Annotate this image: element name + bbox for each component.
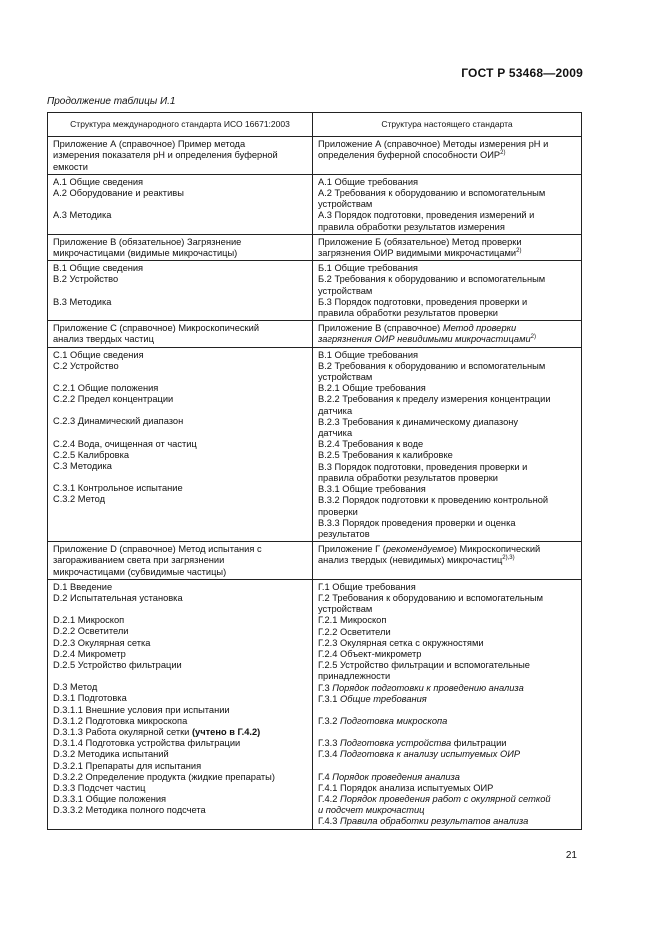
- cell-line: проверки: [318, 506, 358, 517]
- item-number: Г.3.2: [318, 715, 340, 726]
- cell-line: В.3.3 Порядок проведения проверки и оценка: [318, 517, 516, 528]
- cell-line: Приложение С (справочное) Микроскопический: [53, 323, 260, 334]
- item-number: Г.2.1: [318, 615, 340, 626]
- cell-line: датчика: [318, 428, 353, 439]
- cell-line: В.2 Требования к оборудованию и вспомогательным: [318, 360, 546, 371]
- page-number: 21: [565, 850, 577, 861]
- cell-line: D.2 Испытательная установка: [53, 592, 183, 603]
- cell-line: В.2 Устройство: [53, 274, 119, 285]
- cell-line: С.2.4 Вода, очищенная от частиц: [53, 438, 197, 449]
- cell-line: [318, 615, 576, 626]
- item-number: Г.4: [318, 771, 333, 782]
- cell-line: С.2.3 Динамический диапазон: [53, 416, 184, 427]
- cell-line: [318, 683, 576, 694]
- cell-line: В.3 Порядок подготовки, проведения проверки и: [318, 461, 528, 472]
- table-row: [48, 579, 582, 829]
- cell-line: С.3 Методика: [53, 461, 112, 472]
- item-text: Порядок анализа испытуемых ОИР: [340, 782, 494, 793]
- cell-line: В.2.4 Требования к воде: [318, 439, 424, 450]
- footnote-ref: 2): [500, 150, 506, 157]
- item-text-italic: Правила обработки результатов анализа: [340, 816, 529, 827]
- table-row: [48, 234, 582, 260]
- item-number: Г.4.2: [318, 793, 340, 804]
- cell-line: [318, 694, 576, 705]
- cell-line: D.3.1.1 Внешние условия при испытании: [53, 704, 230, 715]
- cell-text: Приложение Г (: [318, 544, 386, 555]
- cell-text: ) Микроскопический: [453, 544, 541, 555]
- cell-text-italic: Метод проверки: [442, 323, 517, 334]
- cell-line: [318, 582, 576, 593]
- cell-line: D.2.1 Микроскоп: [53, 615, 125, 626]
- cell-line: D.2.4 Микрометр: [53, 648, 126, 659]
- cell-line: датчика: [318, 405, 353, 416]
- cell-line: D.3.1 Подготовка: [53, 693, 127, 704]
- cell-line: правила обработки результатов проверки: [318, 308, 498, 319]
- cell-line: [318, 716, 576, 727]
- cell-line: [318, 555, 576, 566]
- cell-line: емкости: [53, 161, 89, 172]
- cell-line: результатов: [318, 528, 370, 539]
- cell-line: Приложение А (справочное) Пример метода: [53, 139, 246, 150]
- cell-line: С.2.1 Общие положения: [53, 383, 159, 394]
- item-text-italic: Подготовка микроскопа: [340, 715, 448, 726]
- cell-line: D.3.3.1 Общие положения: [53, 794, 167, 805]
- cell-text-italic: загрязнения ОИР невидимыми микрочастицами: [318, 334, 531, 345]
- cell-line: С.3.2 Метод: [53, 494, 106, 505]
- cell-line: Приложение D (справочное) Метод испытания с: [53, 544, 262, 555]
- cell-line: устройствам: [318, 372, 373, 383]
- cell-line: Б.3 Порядок подготовки, проведения проверки и: [318, 296, 528, 307]
- cell-line: D.3.1.2 Подготовка микроскопа: [53, 715, 188, 726]
- footnote-ref: 2): [516, 248, 522, 255]
- cell-line: С.1 Общие сведения: [53, 349, 144, 360]
- cell-line: В.3 Методика: [53, 296, 112, 307]
- item-number: Г.3: [318, 682, 333, 693]
- cell-line: [318, 738, 576, 749]
- iso-cell: [48, 347, 313, 541]
- cell-line: [318, 593, 576, 604]
- cell-line: [318, 660, 576, 671]
- footnote-ref: 2),3): [502, 555, 515, 562]
- cell-line: С.2 Устройство: [53, 360, 119, 371]
- cell-line: [318, 783, 576, 794]
- cell-line: А.1 Общие требования: [318, 176, 419, 187]
- item-number: Г.3.3: [318, 738, 340, 749]
- item-number: Г.4.3: [318, 816, 340, 827]
- iso-cell: [48, 234, 313, 260]
- cell-line: В.2.2 Требования к пределу измерения концентрации: [318, 394, 551, 405]
- item-text-italic: Порядок проведения анализа: [332, 771, 460, 782]
- item-text: Окулярная сетка с окружностями: [340, 637, 484, 648]
- national-cell: [313, 137, 582, 175]
- iso-cell: [48, 174, 313, 234]
- cell-line: и подсчет микрочастиц: [318, 805, 425, 816]
- cell-line: [318, 334, 576, 345]
- item-number: Г.2: [318, 592, 333, 603]
- cell-line: правила обработки результатов измерения: [318, 221, 505, 232]
- iso-cell: [48, 261, 313, 321]
- correspondence-table: [47, 112, 582, 830]
- cell-line: [318, 323, 576, 334]
- item-number: Г.4.1: [318, 782, 340, 793]
- cell-line: А.3 Порядок подготовки, проведения измерений и: [318, 210, 535, 221]
- item-text: Требования к оборудованию и вспомогательным: [332, 592, 543, 603]
- national-cell: [313, 579, 582, 829]
- cell-line: В.1 Общие сведения: [53, 263, 144, 274]
- cell-text: Приложение В (справочное): [318, 323, 443, 334]
- table-row: [48, 174, 582, 234]
- header-national-structure: Структура настоящего стандарта: [313, 113, 582, 137]
- table-row: [48, 261, 582, 321]
- cell-text: загрязнения ОИР видимыми микрочастицами: [318, 248, 517, 259]
- item-number: Г.2.5: [318, 660, 340, 671]
- cell-line: D.2.2 Осветители: [53, 626, 129, 637]
- cell-line: [318, 649, 576, 660]
- standard-designation: ГОСТ Р 53468—2009: [461, 66, 583, 80]
- cell-line: С.2.2 Предел концентрации: [53, 394, 174, 405]
- cell-text-bold: (учтено в Г.4.2): [191, 726, 261, 737]
- cell-line: D.3.2.1 Препараты для испытания: [53, 760, 202, 771]
- cell-line: С.2.5 Калибровка: [53, 449, 130, 460]
- cell-line: Приложение А (справочное) Методы измерения рН и: [318, 139, 549, 150]
- cell-line: В.3.2 Порядок подготовки к проведению контрольной: [318, 495, 549, 506]
- table-row: [48, 321, 582, 347]
- cell-line: анализ твердых частиц: [53, 334, 154, 345]
- cell-line: В.2.5 Требования к калибровке: [318, 450, 453, 461]
- table-row: [48, 347, 582, 541]
- item-text-italic: Подготовка устройства: [340, 738, 452, 749]
- cell-line: [318, 627, 576, 638]
- cell-line: В.3.1 Общие требования: [318, 484, 426, 495]
- cell-line: микрочастицами (видимые микрочастицы): [53, 248, 238, 259]
- cell-text-italic: рекомендуемое: [385, 544, 454, 555]
- cell-line: [318, 772, 576, 783]
- national-cell: [313, 542, 582, 580]
- cell-line: D.3.1.4 Подготовка устройства фильтрации: [53, 738, 241, 749]
- item-number: Г.2.4: [318, 648, 340, 659]
- cell-line: Приложение В (обязательное) Загрязнение: [53, 236, 242, 247]
- cell-line: микрочастицами (субвидимые частицы): [53, 566, 227, 577]
- item-number: Г.2.2: [318, 626, 340, 637]
- item-text-italic: Подготовка к анализу испытуемых ОИР: [340, 749, 521, 760]
- iso-cell: [48, 321, 313, 347]
- table-header-row: [48, 113, 582, 137]
- national-cell: [313, 347, 582, 541]
- item-text: Устройство фильтрации и вспомогательные: [340, 660, 530, 671]
- table-row: [48, 137, 582, 175]
- cell-line: D.3 Метод: [53, 682, 98, 693]
- cell-line: устройствам: [318, 604, 373, 615]
- cell-line: [318, 638, 576, 649]
- cell-line: Б.1 Общие требования: [318, 263, 418, 274]
- item-text: Осветители: [340, 626, 391, 637]
- item-text-italic: Порядок проведения работ с окулярной сеткой: [340, 793, 551, 804]
- national-cell: [313, 261, 582, 321]
- item-text-italic: Порядок подготовки к проведению анализа: [332, 682, 524, 693]
- cell-line: В.2.3 Требования к динамическому диапазону: [318, 416, 519, 427]
- cell-text: анализ твердых (невидимых) микрочастиц: [318, 555, 503, 566]
- item-number: Г.3.4: [318, 749, 340, 760]
- table-continuation-caption: Продолжение таблицы И.1: [47, 96, 176, 107]
- footnote-ref: 2): [530, 334, 536, 341]
- cell-line: D.3.2 Методика испытаний: [53, 749, 169, 760]
- cell-line: D.2.5 Устройство фильтрации: [53, 659, 182, 670]
- header-iso-structure: Структура международного стандарта ИСО 16671:2003: [48, 113, 313, 137]
- item-number: Г.1: [318, 581, 333, 592]
- item-number: Г.2.3: [318, 637, 340, 648]
- cell-line: D.3.3.2 Методика полного подсчета: [53, 805, 206, 816]
- cell-line: принадлежности: [318, 671, 391, 682]
- cell-line: D.3.3 Подсчет частиц: [53, 782, 146, 793]
- national-cell: [313, 174, 582, 234]
- iso-cell: [48, 137, 313, 175]
- cell-line: устройствам: [318, 199, 373, 210]
- national-cell: [313, 321, 582, 347]
- cell-line: [318, 794, 576, 805]
- cell-text: определения буферной способности ОИР: [318, 150, 501, 161]
- cell-line: А.2 Требования к оборудованию и вспомогательным: [318, 188, 546, 199]
- cell-line: [318, 150, 576, 161]
- cell-line: загораживанием света при загрязнении: [53, 555, 225, 566]
- cell-line: [53, 727, 307, 738]
- cell-line: Приложение Б (обязательное) Метод проверки: [318, 236, 522, 247]
- cell-line: Б.2 Требования к оборудованию и вспомогательным: [318, 274, 546, 285]
- iso-cell: [48, 579, 313, 829]
- iso-cell: [48, 542, 313, 580]
- cell-line: измерения показателя рН и определения буферной: [53, 150, 278, 161]
- cell-line: [318, 749, 576, 760]
- cell-line: А.1 Общие сведения: [53, 176, 144, 187]
- item-text-italic: Общие требования: [340, 693, 427, 704]
- cell-line: D.2.3 Окулярная сетка: [53, 637, 151, 648]
- item-text: фильтрации: [451, 738, 507, 749]
- cell-line: В.2.1 Общие требования: [318, 383, 426, 394]
- cell-line: D.1 Введение: [53, 581, 113, 592]
- cell-line: правила обработки результатов проверки: [318, 472, 498, 483]
- cell-line: С.3.1 Контрольное испытание: [53, 483, 183, 494]
- national-cell: [313, 234, 582, 260]
- cell-line: [318, 248, 576, 259]
- cell-line: А.3 Методика: [53, 210, 112, 221]
- item-text: Микроскоп: [340, 615, 387, 626]
- item-text: Общие требования: [332, 581, 416, 592]
- cell-line: [318, 544, 576, 555]
- cell-line: устройствам: [318, 285, 373, 296]
- table-row: [48, 542, 582, 580]
- cell-line: В.1 Общие требования: [318, 349, 419, 360]
- cell-line: [318, 816, 576, 827]
- cell-text: D.3.1.3 Работа окулярной сетки: [53, 726, 192, 737]
- cell-line: А.2 Оборудование и реактивы: [53, 188, 184, 199]
- item-text: Объект-микрометр: [340, 648, 422, 659]
- cell-line: D.3.2.2 Определение продукта (жидкие препараты): [53, 771, 275, 782]
- item-number: Г.3.1: [318, 693, 340, 704]
